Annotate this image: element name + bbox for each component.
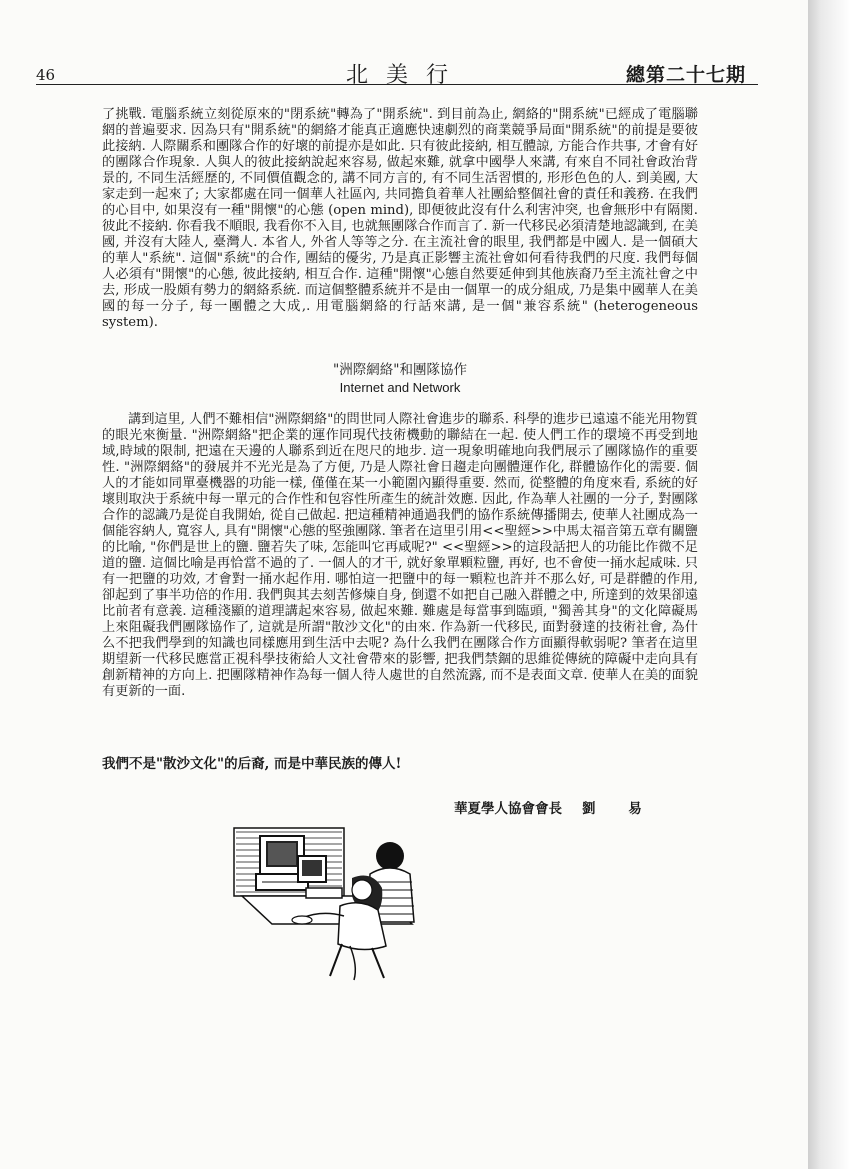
closing-statement: 我們不是"散沙文化"的后裔, 而是中華民族的傳人! <box>102 756 402 772</box>
section-title-zh: "洲際網絡"和團隊協作 <box>333 362 467 378</box>
page-spine <box>808 0 850 1169</box>
paragraph-internet-teamwork: 講到這里, 人們不難相信"洲際網絡"的問世同人際社會進步的聯系. 科學的進步已遠遠不能光用物質的眼光來衡量. "洲際網絡"把企業的運作同現代技術機動的聯結在一起. 使人們工作的環境不再受到地域,時域的限制, 把遠在天邊的人聯系到近在咫尺的地步. 這一現象明確地向我們展示了團隊協作的重要性. "洲際網絡"的發展并不光光是為了方便, 乃是人際社會日趨走向團體運作化, 群體協作化的需要. 個人的才能如同單臺機器的功能一樣, 僅僅在某一小範圍內顯得重要. 然而, 從整體的角度來看, 系統的好壞則取決于系統中每一單元的合作性和包容性所產生的統計效應. 因此, 作為華人社團的一分子, 對團隊合作的認識乃是從自我開始, 從自己做起. 把這種精神通過我們的協作系統傳播開去, 使華人社團成為一個能容納人, 寬容人, 具有"開懷"心態的堅強團隊. 筆者在這里引用<<聖經>>中馬太福音第五章有關鹽的比喻, "你們是世上的鹽. 鹽若失了味, 怎能叫它再咸呢?" <<聖經>>的這段話把人的功能比作微不足道的鹽. 這個比喻是再恰當不過的了. 一個人的才干, 就好象單顆粒鹽, 再好, 也不會使一捅水起咸味. 只有一把鹽的功效, 才會對一捅水起作用. 哪怕這一把鹽中的每一顆粒也許并不那么好, 可是群體的作用, 卻起到了事半功倍的作用. 我們與其去刻苦修煉自身, 倒還不如把自己融入群體之中, 所達到的效果卻遠比前者有意義. 這種淺顯的道理講起來容易, 做起來難. 難處是每當事到臨頭, "獨善其身"的文化障礙馬上來阻礙我們團隊協作了, 這就是所謂"散沙文化"的由來. 作為新一代移民, 面對發達的技術社會, 為什么不把我們學到的知識也同樣應用到生活中去呢? 為什么我們在團隊合作方面顯得軟弱呢? 筆者在這里期望新一代移民應當正視科學技術給人文社會帶來的影響, 把我們禁錮的思維從傳統的障礙中走向具有創新精神的方向上. 把團隊精神作為每一個人待人處世的自然流露, 而不是表面文章. 使華人在美的面貌有更新的一面. <box>102 412 698 699</box>
signature <box>454 797 656 817</box>
computer-users-icon <box>232 826 428 982</box>
signature-name: 劉 易 <box>582 801 656 817</box>
section-heading <box>102 362 698 396</box>
signature-title: 華夏學人協會會長 <box>454 801 562 817</box>
paragraph-open-system: 了挑戰. 電腦系統立刻從原來的"閉系統"轉為了"開系統". 到目前為止, 網絡的"開系統"已經成了電腦聯網的普遍要求. 因為只有"開系統"的網絡才能真正適應快速劇烈的商業競爭局面"開系統"的前提是要彼此接納. 人際關系和團隊合作的好壞的前提亦是如此. 只有彼此接納, 相互體諒, 方能合作共事, 才會有好的團隊合作現象. 人與人的彼此接納說起來容易, 做起來難, 就拿中國學人來講, 有來自不同社會政治背景的, 不同生活經歷的, 不同價值觀念的, 講不同方言的, 有不同生活習慣的, 形形色色的人. 到美國, 大家走到一起來了; 大家都處在同一個華人社區內, 共同擔負着華人社團給整個社會的責任和義務. 在我們的心目中, 如果沒有一種"開懷"的心態 (open mind), 即便彼此沒有什么利害沖突, 也會無形中有隔閡. 彼此不接納. 你看我不順眼, 我看你不入目, 也就無團隊合作而言了. 新一代移民必須清楚地認識到, 在美國, 并沒有大陸人, 臺灣人. 本省人, 外省人等等之分. 在主流社會的眼里, 我們都是中國人. 是一個碩大的華人"系統". 這個"系統"的合作, 團結的優劣, 乃是真正影響主流社會如何看待我們的尺度. 我們每個人必須有"開懷"的心態, 彼此接納, 相互合作. 這種"開懷"心態自然要延伸到其他族裔乃至主流社會之中去, 形成一股頗有勢力的網絡系統. 而這個整體系統并不是由一個單一的成分組成, 乃是集中國華人在美國的每一分子, 每一團體之大成,. 用電腦網絡的行話來講, 是一個"兼容系統" (heterogeneous system). <box>102 107 698 330</box>
page-header <box>36 58 756 88</box>
page-number: 46 <box>36 66 56 84</box>
header-rule <box>36 84 758 85</box>
journal-title: 北美行 <box>346 63 467 88</box>
section-title-en: Internet and Network <box>339 380 461 395</box>
issue-label: 總第二十七期 <box>625 64 746 86</box>
